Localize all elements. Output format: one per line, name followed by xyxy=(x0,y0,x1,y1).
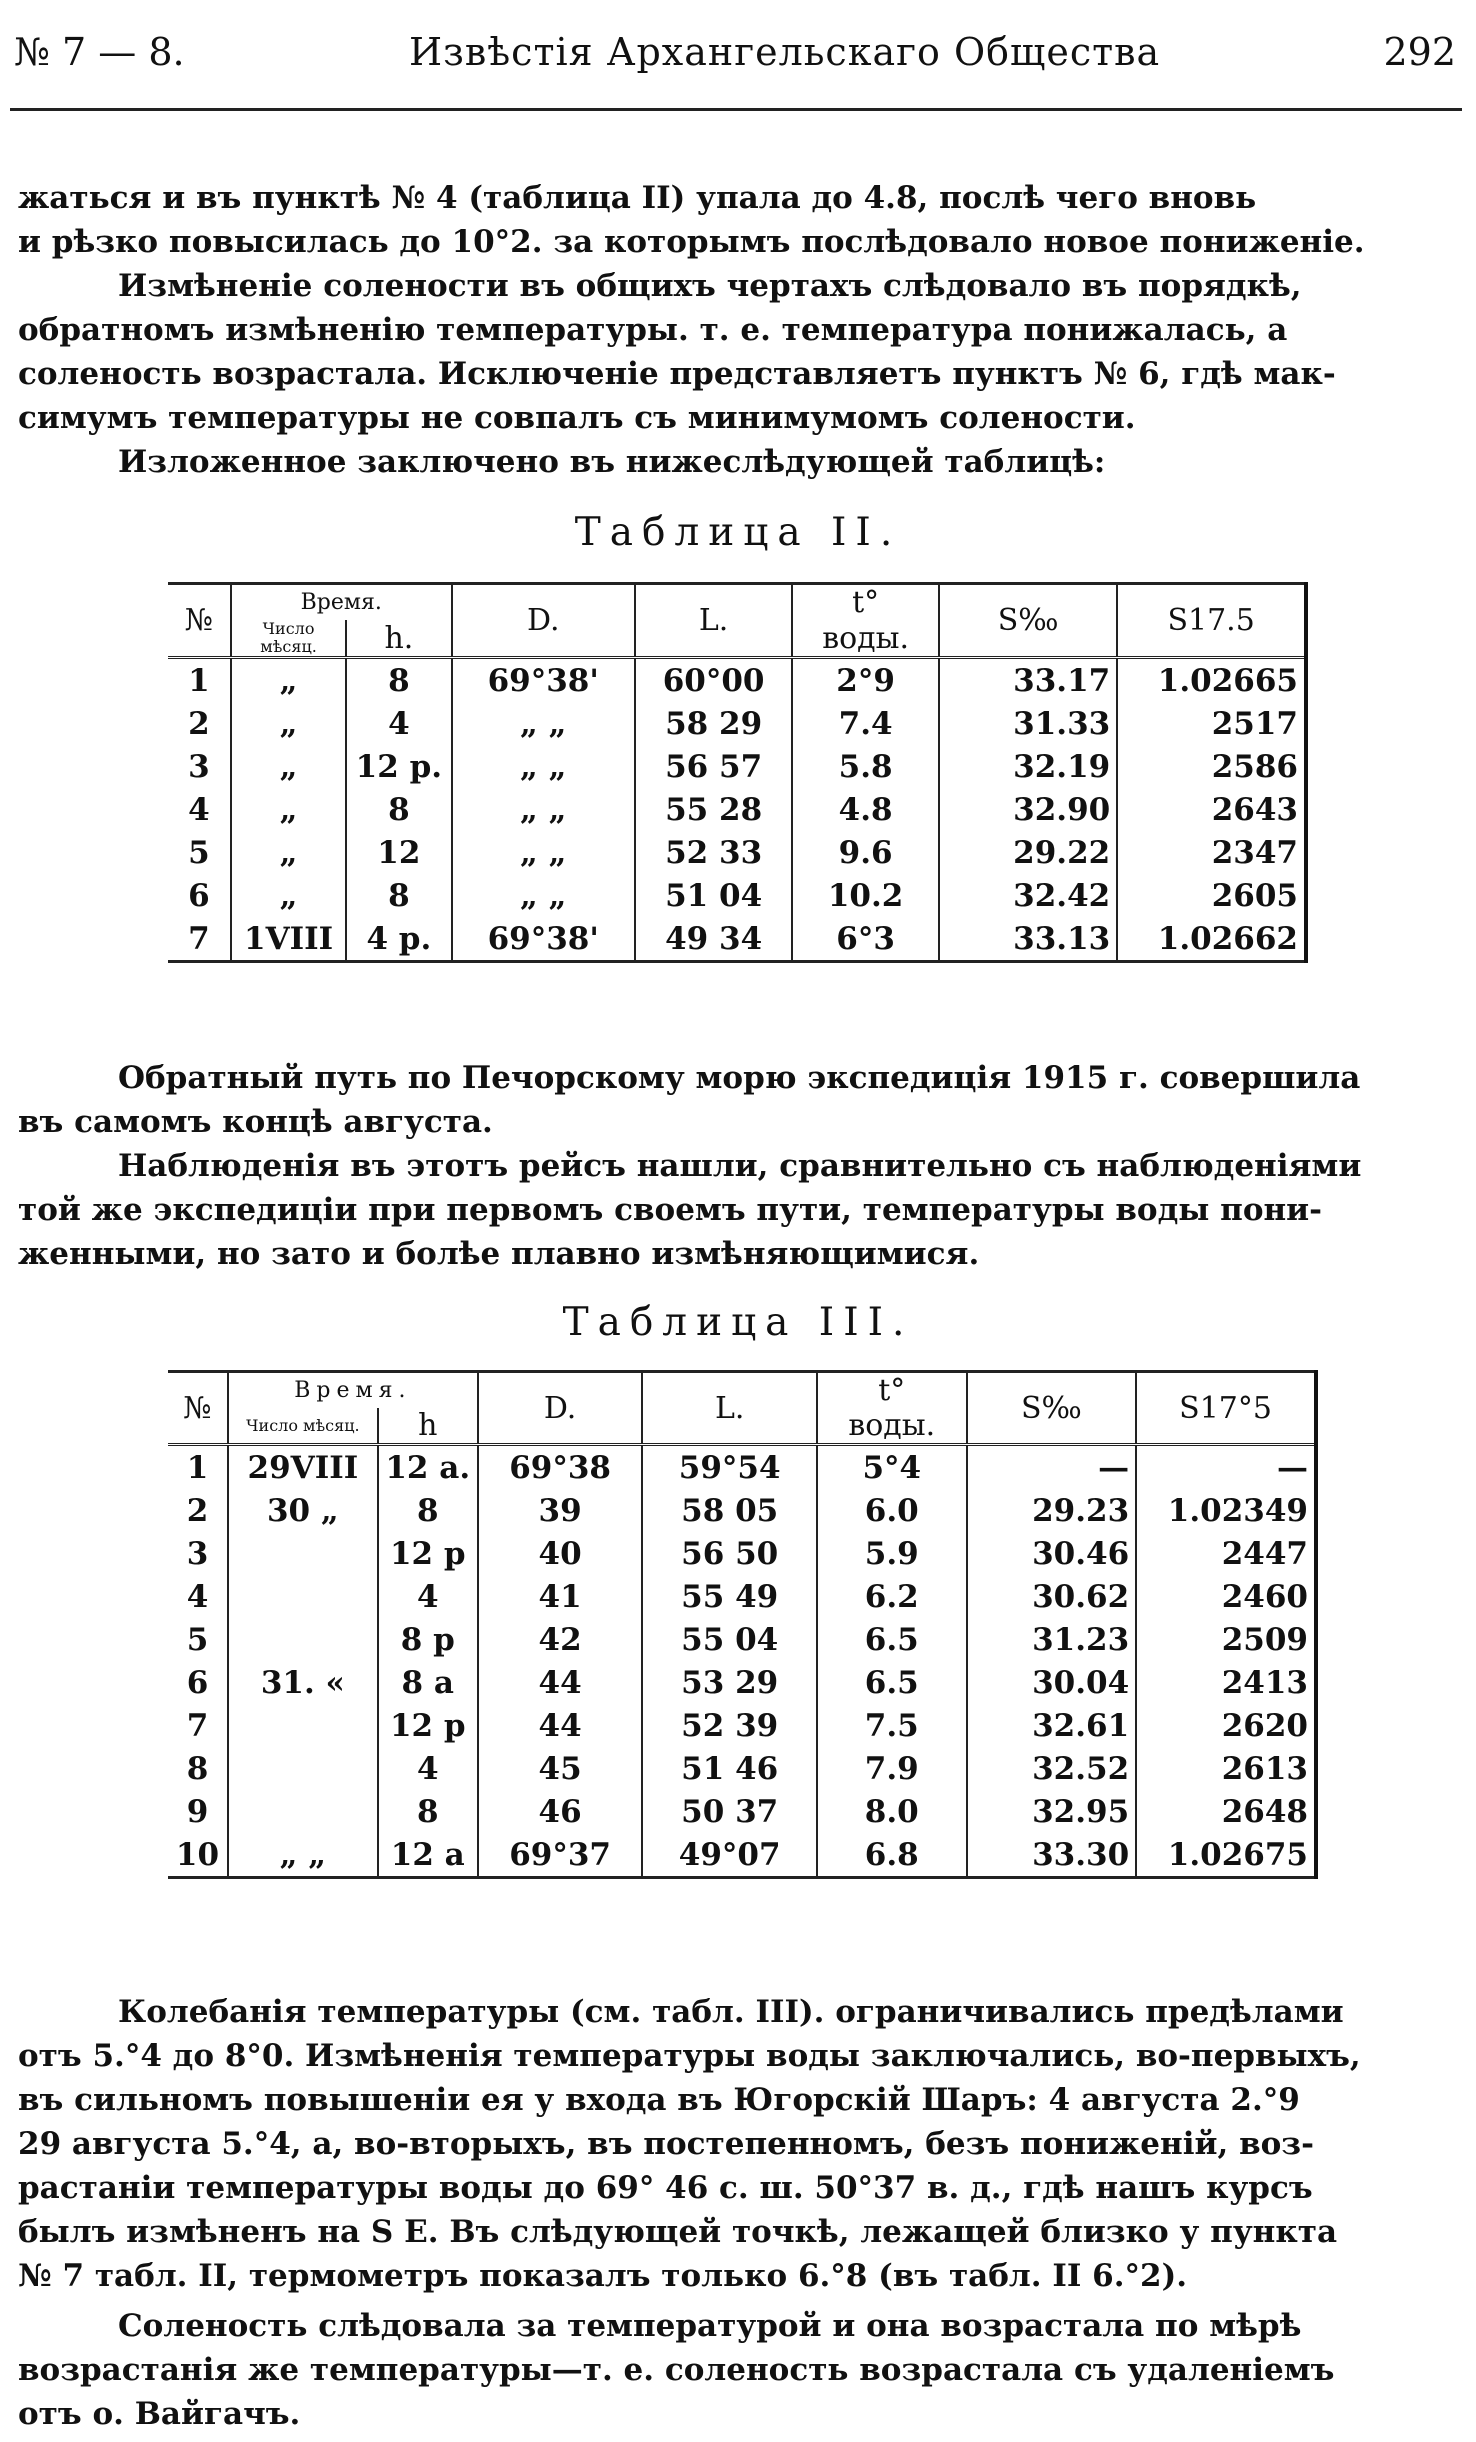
temperature-cell: 8.0 xyxy=(817,1790,967,1833)
text-line: возрастанія же температуры—т. е. соленость возрастала съ удаленіемъ xyxy=(18,2352,1335,2388)
salinity-cell: 32.61 xyxy=(967,1704,1137,1747)
salinity-cell: — xyxy=(967,1445,1137,1490)
salinity-cell: 33.30 xyxy=(967,1833,1137,1878)
table-row xyxy=(168,831,1306,874)
table-row xyxy=(168,1833,1316,1878)
longitude-cell: 55 49 xyxy=(642,1575,817,1618)
text-line: Обратный путь по Печорскому морю экспедиція 1915 г. совершила xyxy=(118,1060,1361,1096)
hour-cell: 12 p. xyxy=(346,745,451,788)
latitude-cell: „ „ xyxy=(452,874,635,917)
density-cell: 1.02349 xyxy=(1136,1489,1316,1532)
temperature-cell: 6.8 xyxy=(817,1833,967,1878)
text-line: Колебанія температуры (см. табл. III). ограничивались предѣлами xyxy=(118,1994,1344,2030)
salinity-cell: 32.42 xyxy=(939,874,1117,917)
longitude-cell: 52 39 xyxy=(642,1704,817,1747)
table-3-caption: Таблица III. xyxy=(562,1300,914,1345)
latitude-cell: 39 xyxy=(478,1489,643,1532)
density-cell: 1.02662 xyxy=(1117,917,1306,962)
col-header-temp-water: воды. xyxy=(817,1408,967,1445)
row-number: 5 xyxy=(186,1621,209,1658)
density-cell: — xyxy=(1136,1445,1316,1490)
salinity-cell: 30.46 xyxy=(967,1532,1137,1575)
latitude-cell: 69°38' xyxy=(452,917,635,962)
temperature-cell: 7.5 xyxy=(817,1704,967,1747)
longitude-cell: 59°54 xyxy=(642,1445,817,1490)
row-number: 2 xyxy=(188,705,210,742)
temperature-cell: 2°9 xyxy=(792,658,939,703)
temperature-cell: 7.9 xyxy=(817,1747,967,1790)
density-cell: 2413 xyxy=(1136,1661,1316,1704)
longitude-cell: 50 37 xyxy=(642,1790,817,1833)
text-line: № 7 табл. II, термометръ показалъ только 6.°8 (въ табл. II 6.°2). xyxy=(18,2258,1188,2294)
text-line: Изложенное заключено въ нижеслѣдующей таблицѣ: xyxy=(118,444,1106,480)
latitude-cell: 45 xyxy=(478,1747,643,1790)
hour-cell: 8 a xyxy=(378,1661,478,1704)
longitude-cell: 56 57 xyxy=(635,745,792,788)
salinity-cell: 32.90 xyxy=(939,788,1117,831)
density-cell: 2460 xyxy=(1136,1575,1316,1618)
col-header-density: S17.5 xyxy=(1117,584,1306,658)
hour-cell: 12 p xyxy=(378,1532,478,1575)
row-number: 2 xyxy=(186,1492,209,1529)
row-number: 6 xyxy=(188,877,210,914)
latitude-cell: 46 xyxy=(478,1790,643,1833)
latitude-cell: 42 xyxy=(478,1618,643,1661)
longitude-cell: 52 33 xyxy=(635,831,792,874)
table-row xyxy=(168,745,1306,788)
row-number: 1 xyxy=(186,1449,209,1486)
date-cell: „ xyxy=(231,874,346,917)
text-line: Соленость слѣдовала за температурой и она возрастала по мѣрѣ xyxy=(118,2308,1302,2344)
text-line: въ сильномъ повышеніи ея у входа въ Югорскій Шаръ: 4 августа 2.°9 xyxy=(18,2082,1300,2118)
col-header-number: № xyxy=(184,603,214,638)
density-cell: 1.02675 xyxy=(1136,1833,1316,1878)
latitude-cell: 41 xyxy=(478,1575,643,1618)
latitude-cell: 69°38' xyxy=(452,658,635,703)
longitude-cell: 55 28 xyxy=(635,788,792,831)
row-number: 1 xyxy=(188,662,210,699)
salinity-cell: 32.52 xyxy=(967,1747,1137,1790)
date-cell xyxy=(228,1618,378,1661)
col-header-hour: h xyxy=(378,1408,478,1445)
temperature-cell: 6.5 xyxy=(817,1618,967,1661)
table-3 xyxy=(168,1370,1318,1879)
text-line: былъ измѣненъ на S E. Въ слѣдующей точкѣ, лежащей близко у пункта xyxy=(18,2214,1338,2250)
table-row xyxy=(168,1445,1316,1490)
temperature-cell: 5°4 xyxy=(817,1445,967,1490)
hour-cell: 4 p. xyxy=(346,917,451,962)
text-line: растаніи температуры воды до 69° 46 с. ш. 50°37 в. д., гдѣ нашъ курсъ xyxy=(18,2170,1313,2206)
row-number: 6 xyxy=(186,1664,209,1701)
density-cell: 2509 xyxy=(1136,1618,1316,1661)
salinity-cell: 31.23 xyxy=(967,1618,1137,1661)
table-row xyxy=(168,1532,1316,1575)
hour-cell: 4 xyxy=(378,1575,478,1618)
hour-cell: 12 a. xyxy=(378,1445,478,1490)
density-cell: 2517 xyxy=(1117,702,1306,745)
density-cell: 2643 xyxy=(1117,788,1306,831)
table-2 xyxy=(168,582,1308,963)
row-number: 4 xyxy=(188,791,210,828)
salinity-cell: 30.04 xyxy=(967,1661,1137,1704)
date-cell xyxy=(228,1704,378,1747)
longitude-cell: 51 46 xyxy=(642,1747,817,1790)
col-header-latitude: D. xyxy=(478,1372,643,1445)
salinity-cell: 31.33 xyxy=(939,702,1117,745)
salinity-cell: 33.17 xyxy=(939,658,1117,703)
date-cell: „ xyxy=(231,788,346,831)
longitude-cell: 55 04 xyxy=(642,1618,817,1661)
density-cell: 2447 xyxy=(1136,1532,1316,1575)
col-header-temp-water: воды. xyxy=(792,620,939,658)
density-cell: 2605 xyxy=(1117,874,1306,917)
temperature-cell: 5.8 xyxy=(792,745,939,788)
latitude-cell: 44 xyxy=(478,1661,643,1704)
temperature-cell: 6.0 xyxy=(817,1489,967,1532)
col-header-hour: h. xyxy=(346,620,451,658)
salinity-cell: 29.23 xyxy=(967,1489,1137,1532)
row-number: 9 xyxy=(186,1793,209,1830)
hour-cell: 4 xyxy=(346,702,451,745)
hour-cell: 8 p xyxy=(378,1618,478,1661)
latitude-cell: „ „ xyxy=(452,702,635,745)
latitude-cell: „ „ xyxy=(452,788,635,831)
table-row xyxy=(168,1790,1316,1833)
col-header-longitude: L. xyxy=(642,1372,817,1445)
text-line: 29 августа 5.°4, а, во-вторыхъ, въ постепенномъ, безъ пониженій, воз- xyxy=(18,2126,1314,2162)
page-header xyxy=(14,22,1462,82)
col-header-date: Число мѣсяц. xyxy=(231,620,346,658)
temperature-cell: 6.5 xyxy=(817,1661,967,1704)
text-line: отъ 5.°4 до 8°0. Измѣненія температуры воды заключались, во-первыхъ, xyxy=(18,2038,1361,2074)
density-cell: 1.02665 xyxy=(1117,658,1306,703)
temperature-cell: 9.6 xyxy=(792,831,939,874)
col-header-latitude: D. xyxy=(452,584,635,658)
temperature-cell: 7.4 xyxy=(792,702,939,745)
longitude-cell: 56 50 xyxy=(642,1532,817,1575)
text-line: обратномъ измѣненію температуры. т. е. температура понижалась, а xyxy=(18,312,1288,348)
longitude-cell: 53 29 xyxy=(642,1661,817,1704)
issue-number: № 7 — 8. xyxy=(14,30,185,74)
date-cell: „ xyxy=(231,745,346,788)
hour-cell: 8 xyxy=(346,874,451,917)
col-header-number: № xyxy=(183,1390,212,1426)
temperature-cell: 6.2 xyxy=(817,1575,967,1618)
col-header-longitude: L. xyxy=(635,584,792,658)
latitude-cell: 44 xyxy=(478,1704,643,1747)
paragraph-6 xyxy=(18,2304,1460,2436)
text-line: въ самомъ концѣ августа. xyxy=(18,1104,493,1140)
row-number: 7 xyxy=(188,920,210,957)
longitude-cell: 51 04 xyxy=(635,874,792,917)
table-row xyxy=(168,658,1306,703)
col-header-time: Время. xyxy=(228,1372,478,1409)
header-rule xyxy=(10,108,1462,111)
date-cell xyxy=(228,1532,378,1575)
table-2-caption: Таблица II. xyxy=(574,510,902,555)
date-cell: „ xyxy=(231,658,346,703)
temperature-cell: 6°3 xyxy=(792,917,939,962)
row-number: 10 xyxy=(175,1836,220,1873)
longitude-cell: 49°07 xyxy=(642,1833,817,1878)
table-row xyxy=(168,788,1306,831)
date-cell: „ xyxy=(231,831,346,874)
table-row xyxy=(168,1704,1316,1747)
density-cell: 2613 xyxy=(1136,1747,1316,1790)
row-number: 5 xyxy=(188,834,210,871)
date-cell xyxy=(228,1575,378,1618)
longitude-cell: 60°00 xyxy=(635,658,792,703)
salinity-cell: 30.62 xyxy=(967,1575,1137,1618)
latitude-cell: „ „ xyxy=(452,745,635,788)
latitude-cell: „ „ xyxy=(452,831,635,874)
text-line: Наблюденія въ этотъ рейсъ нашли, сравнительно съ наблюденіями xyxy=(118,1148,1362,1184)
temperature-cell: 5.9 xyxy=(817,1532,967,1575)
date-cell: „ xyxy=(231,702,346,745)
paragraph-1 xyxy=(18,176,1460,264)
table-row xyxy=(168,1661,1316,1704)
paragraph-3 xyxy=(18,440,1460,484)
longitude-cell: 58 05 xyxy=(642,1489,817,1532)
text-line: Измѣненіе солености въ общихъ чертахъ слѣдовало въ порядкѣ, xyxy=(118,268,1302,304)
longitude-cell: 58 29 xyxy=(635,702,792,745)
hour-cell: 4 xyxy=(378,1747,478,1790)
hour-cell: 8 xyxy=(378,1790,478,1833)
hour-cell: 12 a xyxy=(378,1833,478,1878)
density-cell: 2648 xyxy=(1136,1790,1316,1833)
text-line: той же экспедиціи при первомъ своемъ пути, температуры воды пони- xyxy=(18,1192,1323,1228)
date-cell: 1VIII xyxy=(231,917,346,962)
paragraph-2 xyxy=(18,264,1460,440)
table-row xyxy=(168,874,1306,917)
temperature-cell: 4.8 xyxy=(792,788,939,831)
table-2-body xyxy=(168,658,1306,962)
col-header-date: Число мѣсяц. xyxy=(228,1408,378,1445)
date-cell: 29VIII xyxy=(228,1445,378,1490)
longitude-cell: 49 34 xyxy=(635,917,792,962)
row-number: 4 xyxy=(186,1578,209,1615)
col-header-salinity: S‰ xyxy=(939,584,1117,658)
temperature-cell: 10.2 xyxy=(792,874,939,917)
table-row xyxy=(168,1747,1316,1790)
text-line: симумъ температуры не совпалъ съ минимумомъ солености. xyxy=(18,400,1136,436)
hour-cell: 8 xyxy=(378,1489,478,1532)
table-row xyxy=(168,1489,1316,1532)
latitude-cell: 40 xyxy=(478,1532,643,1575)
salinity-cell: 32.95 xyxy=(967,1790,1137,1833)
date-cell xyxy=(228,1790,378,1833)
hour-cell: 12 p xyxy=(378,1704,478,1747)
text-line: жаться и въ пунктѣ № 4 (таблица II) упала до 4.8, послѣ чего вновь xyxy=(18,180,1257,216)
table-row xyxy=(168,702,1306,745)
salinity-cell: 32.19 xyxy=(939,745,1117,788)
table-row xyxy=(168,1618,1316,1661)
density-cell: 2586 xyxy=(1117,745,1306,788)
journal-title: Извѣстія Архангельскаго Общества xyxy=(409,30,1161,74)
hour-cell: 8 xyxy=(346,658,451,703)
col-header-salinity: S‰ xyxy=(967,1372,1137,1445)
density-cell: 2620 xyxy=(1136,1704,1316,1747)
hour-cell: 8 xyxy=(346,788,451,831)
page-number: 292 xyxy=(1383,30,1456,74)
latitude-cell: 69°37 xyxy=(478,1833,643,1878)
col-header-density: S17°5 xyxy=(1136,1372,1316,1445)
col-header-time: Время. xyxy=(231,584,452,621)
col-header-temp: t° xyxy=(792,584,939,621)
text-line: соленость возрастала. Исключеніе представляетъ пунктъ № 6, гдѣ мак- xyxy=(18,356,1336,392)
table-3-body xyxy=(168,1445,1316,1878)
date-cell xyxy=(228,1747,378,1790)
paragraph-5 xyxy=(18,1990,1460,2298)
row-number: 3 xyxy=(188,748,210,785)
row-number: 7 xyxy=(186,1707,209,1744)
date-cell: „ „ xyxy=(228,1833,378,1878)
latitude-cell: 69°38 xyxy=(478,1445,643,1490)
table-row xyxy=(168,917,1306,962)
date-cell: 30 „ xyxy=(228,1489,378,1532)
text-line: женными, но зато и болѣе плавно измѣняющимися. xyxy=(18,1236,980,1272)
paragraph-4 xyxy=(18,1056,1460,1276)
col-header-temp: t° xyxy=(817,1372,967,1409)
text-line: и рѣзко повысилась до 10°2. за которымъ послѣдовало новое пониженіе. xyxy=(18,224,1365,260)
hour-cell: 12 xyxy=(346,831,451,874)
text-line: отъ о. Вайгачъ. xyxy=(18,2396,301,2432)
salinity-cell: 33.13 xyxy=(939,917,1117,962)
row-number: 3 xyxy=(186,1535,209,1572)
row-number: 8 xyxy=(186,1750,209,1787)
table-row xyxy=(168,1575,1316,1618)
salinity-cell: 29.22 xyxy=(939,831,1117,874)
density-cell: 2347 xyxy=(1117,831,1306,874)
date-cell: 31. « xyxy=(228,1661,378,1704)
